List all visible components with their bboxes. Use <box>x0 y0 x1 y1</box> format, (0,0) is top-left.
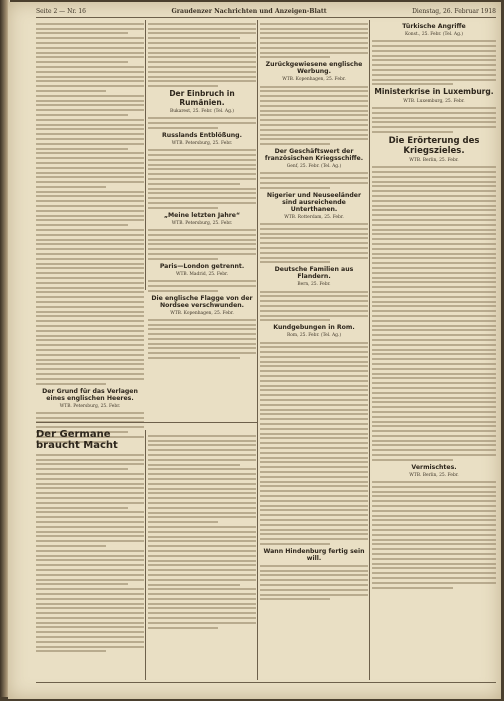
article-body <box>36 23 144 385</box>
column-2-lower <box>148 432 256 631</box>
newspaper-page <box>8 2 501 699</box>
dateline: Bukarest, 25. Febr. (Tel. Ag.) <box>169 109 235 115</box>
page-footer-rule <box>36 682 496 683</box>
headline-tuerkische-angriffe: Türkische Angriffe <box>402 23 466 30</box>
column-2 <box>148 20 256 362</box>
header-page-number: Seite 2 — Nr. 16 <box>36 7 86 15</box>
article-body <box>260 86 368 146</box>
column-rule <box>145 430 146 680</box>
page-header <box>36 5 496 18</box>
headline-kriegsschiffe: Der Geschäftswert der französischen Kriegsschiffe. <box>264 148 364 163</box>
column-1 <box>36 20 144 445</box>
dateline: WTB. Berlin, 25. Febr. <box>409 158 459 164</box>
article-body <box>372 166 496 461</box>
article-body <box>148 23 256 87</box>
headline-russland: Russlands Entblößung. <box>162 131 242 139</box>
headline-germane: Der Germane braucht Macht <box>36 429 118 451</box>
dateline: Konst., 25. Febr. (Tel. Ag.) <box>404 32 464 37</box>
dateline: WTB. Madrid, 25. Febr. <box>175 271 229 277</box>
headline-kundgebungen-rom: Kundgebungen in Rom. <box>273 324 355 332</box>
column-1-lower <box>36 426 144 655</box>
column-rule <box>145 20 146 290</box>
dateline: WTB. Luxemburg, 25. Febr. <box>403 98 465 104</box>
article-body <box>148 117 256 129</box>
article-body <box>372 107 496 133</box>
article-body <box>36 454 144 653</box>
section-divider <box>36 422 257 423</box>
header-date: Dienstag, 26. Februar 1918 <box>412 7 496 15</box>
article-body <box>372 481 496 589</box>
dateline: Bern, 25. Febr. <box>297 282 331 288</box>
dateline: WTB. Petersburg, 25. Febr. <box>59 403 121 409</box>
article-body <box>260 342 368 545</box>
headline-paris-london: Paris—London getrennt. <box>159 262 245 270</box>
headline-kriegszieles: Die Erörterung des Kriegszieles. <box>388 136 480 157</box>
dateline: WTB. Kopenhagen, 25. Febr. <box>282 77 346 83</box>
article-body <box>148 435 256 629</box>
headline-englische-werbung: Zurückgewiesene englische Werbung. <box>265 61 363 76</box>
article-body <box>260 223 368 263</box>
article-body <box>372 40 496 85</box>
dateline: Rom, 25. Febr. (Tel. Ag.) <box>286 333 342 339</box>
article-body <box>148 229 256 260</box>
dateline: WTB. Berlin, 25. Febr. <box>409 472 459 478</box>
headline-letzte-jahre: „Meine letzten Jahre“ <box>163 211 241 219</box>
header-masthead: Graudenzer Nachrichten und Anzeigen-Blatt <box>171 7 327 15</box>
article-body <box>260 565 368 601</box>
article-body <box>148 280 256 292</box>
headline-heer: Der Grund für das Verlagen eines englischen Heeres. <box>42 387 138 402</box>
headline-nigerier: Nigerier und Neuseeländer sind ausreichende Unterthanen. <box>266 191 362 213</box>
headline-luxemburg: Ministerkrise in Luxemburg. <box>374 87 494 97</box>
headline-hindenburg: Wann Hindenburg fertig sein will. <box>263 547 365 562</box>
dateline: WTB. Petersburg, 25. Febr. <box>171 220 233 226</box>
column-rule <box>369 20 370 680</box>
headline-vermischtes: Vermischtes. <box>411 463 457 471</box>
dateline: WTB. Kopenhagen, 25. Febr. <box>170 310 234 316</box>
dateline: Genf, 25. Febr. (Tel. Ag.) <box>286 164 342 170</box>
column-4 <box>372 20 496 591</box>
headline-englische-flagge: Die englische Flagge von der Nordsee verschwunden. <box>151 294 253 309</box>
column-rule <box>257 20 258 680</box>
article-body <box>148 149 256 209</box>
headline-rumaenien: Der Einbruch in Rumänien. <box>169 89 235 107</box>
article-body <box>260 23 368 59</box>
dateline: WTB. Rotterdam, 25. Febr. <box>284 214 344 220</box>
column-3 <box>260 20 368 603</box>
article-body <box>260 172 368 188</box>
article-body <box>148 319 256 359</box>
article-body <box>260 291 368 322</box>
dateline: WTB. Petersburg, 25. Febr. <box>171 140 233 146</box>
headline-familien: Deutsche Familien aus Flandern. <box>274 266 354 281</box>
